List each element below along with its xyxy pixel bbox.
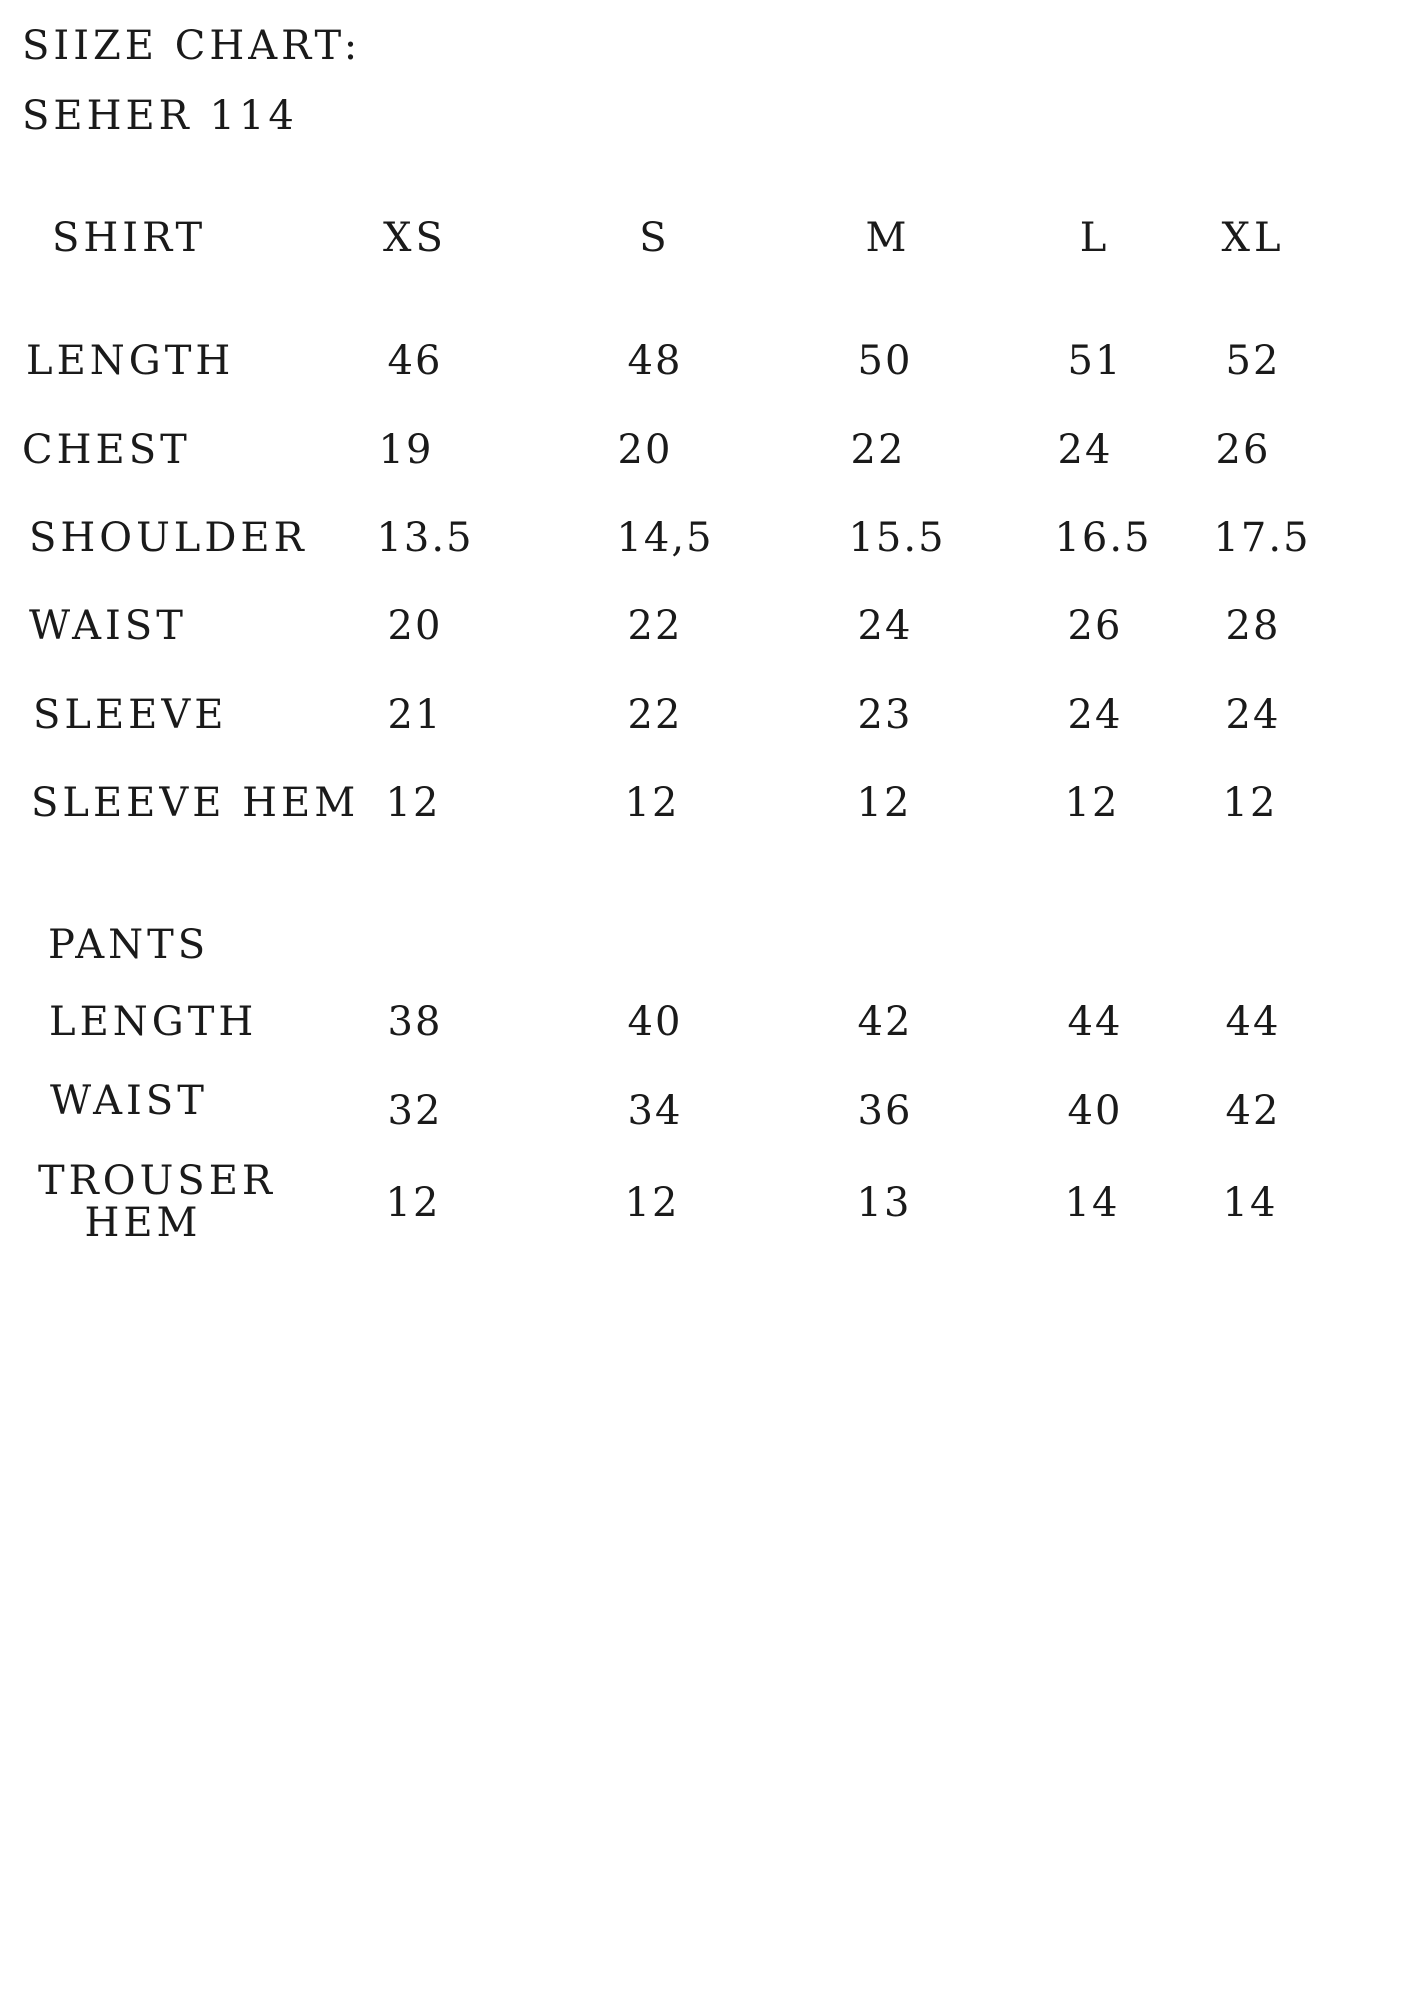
pants-length-l: 44 xyxy=(1067,999,1123,1045)
pants-section-label: PANTS xyxy=(48,922,210,968)
shirt-length-m: 50 xyxy=(857,338,913,384)
size-header-l: L xyxy=(1079,215,1111,261)
shirt-sleeve-m: 23 xyxy=(857,692,913,738)
pants-length-xl: 44 xyxy=(1225,999,1281,1045)
shirt-row-label: LENGTH xyxy=(26,338,235,384)
pants-trouserhem-s: 12 xyxy=(624,1180,680,1226)
shirt-shoulder-l: 16.5 xyxy=(1054,515,1152,561)
shirt-length-l: 51 xyxy=(1067,338,1123,384)
shirt-waist-xl: 28 xyxy=(1225,603,1281,649)
shirt-sleevehem-l: 12 xyxy=(1064,780,1120,826)
shirt-shoulder-m: 15.5 xyxy=(848,515,946,561)
shirt-sleevehem-xs: 12 xyxy=(385,780,441,826)
pants-length-xs: 38 xyxy=(387,999,443,1045)
shirt-chest-m: 22 xyxy=(850,427,906,473)
shirt-row-label: SHOULDER xyxy=(29,515,308,561)
pants-waist-l: 40 xyxy=(1067,1088,1123,1134)
pants-row-label: LENGTH xyxy=(49,999,258,1045)
shirt-sleeve-xs: 21 xyxy=(387,692,443,738)
shirt-waist-s: 22 xyxy=(627,603,683,649)
shirt-section-label: SHIRT xyxy=(52,215,207,261)
shirt-sleevehem-m: 12 xyxy=(856,780,912,826)
pants-trouserhem-l: 14 xyxy=(1064,1180,1120,1226)
shirt-waist-l: 26 xyxy=(1067,603,1123,649)
pants-trouserhem-xl: 14 xyxy=(1222,1180,1278,1226)
shirt-length-xs: 46 xyxy=(387,338,443,384)
shirt-length-s: 48 xyxy=(627,338,683,384)
size-header-m: M xyxy=(865,215,911,261)
shirt-row-label: WAIST xyxy=(29,603,187,649)
product-name: SEHER 114 xyxy=(22,93,298,139)
pants-trouserhem-xs: 12 xyxy=(385,1180,441,1226)
pants-trouserhem-m: 13 xyxy=(856,1180,912,1226)
size-header-xs: XS xyxy=(383,215,447,261)
shirt-sleeve-xl: 24 xyxy=(1225,692,1281,738)
pants-waist-m: 36 xyxy=(857,1088,913,1134)
shirt-sleeve-s: 22 xyxy=(627,692,683,738)
shirt-chest-s: 20 xyxy=(617,427,673,473)
pants-length-s: 40 xyxy=(627,999,683,1045)
shirt-row-label: SLEEVE HEM xyxy=(31,780,360,826)
shirt-shoulder-s: 14,5 xyxy=(616,515,714,561)
shirt-sleevehem-xl: 12 xyxy=(1222,780,1278,826)
pants-row-label-trouser-hem xyxy=(38,1158,277,1246)
shirt-waist-m: 24 xyxy=(857,603,913,649)
size-header-xl: XL xyxy=(1221,215,1285,261)
shirt-sleeve-l: 24 xyxy=(1067,692,1123,738)
pants-row-label: WAIST xyxy=(50,1078,208,1124)
shirt-shoulder-xs: 13.5 xyxy=(376,515,474,561)
pants-row-label-line: HEM xyxy=(84,1200,202,1246)
pants-waist-xl: 42 xyxy=(1225,1088,1281,1134)
shirt-length-xl: 52 xyxy=(1225,338,1281,384)
shirt-chest-xl: 26 xyxy=(1215,427,1271,473)
shirt-chest-l: 24 xyxy=(1057,427,1113,473)
size-header-s: S xyxy=(639,215,671,261)
shirt-chest-xs: 19 xyxy=(378,427,434,473)
shirt-waist-xs: 20 xyxy=(387,603,443,649)
shirt-row-label: CHEST xyxy=(22,427,191,473)
pants-row-label-line: TROUSER xyxy=(38,1158,277,1204)
page-title: SIIZE CHART: xyxy=(22,23,362,69)
shirt-sleevehem-s: 12 xyxy=(624,780,680,826)
pants-waist-s: 34 xyxy=(627,1088,683,1134)
pants-length-m: 42 xyxy=(857,999,913,1045)
shirt-row-label: SLEEVE xyxy=(33,692,228,738)
pants-waist-xs: 32 xyxy=(387,1088,443,1134)
shirt-shoulder-xl: 17.5 xyxy=(1213,515,1311,561)
